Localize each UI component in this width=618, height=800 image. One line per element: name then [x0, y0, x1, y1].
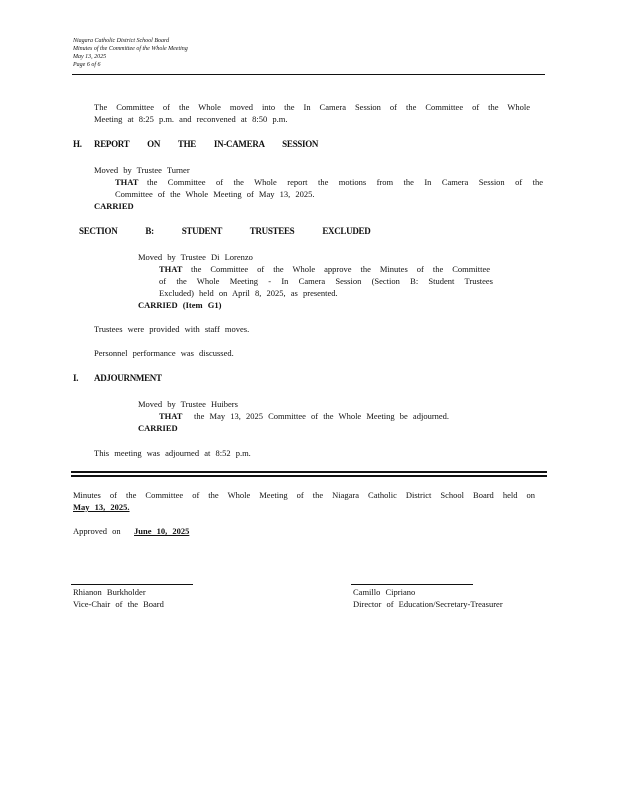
header-date: May 13, 2025	[73, 54, 107, 60]
intro-line-1: The Committee of the Whole moved into the In Camera Session of the Committee of the Whole	[94, 102, 530, 112]
header-rule	[72, 74, 545, 75]
header-board-name: Niagara Catholic District School Board	[73, 38, 170, 44]
signature-line-left	[71, 584, 193, 585]
section-i-motion-line-1: the May 13, 2025 Committee of the Whole Meeting be adjourned.	[194, 411, 450, 421]
section-b-carried: CARRIED (Item G1)	[138, 300, 222, 310]
footer-rule-bottom	[71, 475, 547, 477]
approved-date: June 10, 2025	[134, 526, 190, 536]
section-i-letter: I.	[73, 373, 79, 383]
section-b-note-staff-moves: Trustees were provided with staff moves.	[94, 324, 250, 334]
section-h-moved: Moved by Trustee Turner	[94, 165, 190, 175]
signature-line-right	[351, 584, 473, 585]
footer-minutes-line: Minutes of the Committee of the Whole Meeting of the Niagara Catholic District School Board held on	[73, 490, 535, 500]
closing-statement: This meeting was adjourned at 8:52 p.m.	[94, 448, 251, 458]
section-i-title: ADJOURNMENT	[94, 373, 162, 383]
signature-right-name: Camillo Cipriano	[353, 587, 416, 597]
section-b-moved: Moved by Trustee Di Lorenzo	[138, 252, 253, 262]
intro-line-2: Meeting at 8:25 p.m. and reconvened at 8:50 p.m.	[94, 114, 288, 124]
section-b-that: THAT	[159, 264, 183, 274]
section-h-that: THAT	[115, 177, 139, 187]
signature-left-title: Vice-Chair of the Board	[73, 599, 164, 609]
header-page-number: Page 6 of 6	[73, 62, 101, 68]
section-b-motion-line-3: Excluded) held on April 8, 2025, as presented.	[159, 288, 338, 298]
section-b-note-personnel: Personnel performance was discussed.	[94, 348, 234, 358]
section-i-carried: CARRIED	[138, 423, 178, 433]
section-i-that: THAT	[159, 411, 183, 421]
section-b-motion-line-1: the Committee of the Whole approve the Minutes of the Committee	[191, 264, 490, 274]
section-b-motion-line-2: of the Whole Meeting - In Camera Session (Section B: Student Trustees	[159, 276, 493, 286]
section-h-title: REPORT ON THE IN-CAMERA SESSION	[94, 139, 319, 149]
section-h-letter: H.	[73, 139, 82, 149]
signature-right-title: Director of Education/Secretary-Treasurer	[353, 599, 503, 609]
section-h-carried: CARRIED	[94, 201, 134, 211]
section-i-moved: Moved by Trustee Huibers	[138, 399, 238, 409]
section-h-motion-line-1: the Committee of the Whole report the motions from the In Camera Session of the	[147, 177, 543, 187]
section-b-title: SECTION B: STUDENT TRUSTEES EXCLUDED	[79, 226, 371, 236]
header-doc-title: Minutes of the Committee of the Whole Meeting	[73, 46, 188, 52]
footer-rule-top	[71, 471, 547, 473]
signature-left-name: Rhianon Burkholder	[73, 587, 146, 597]
footer-minutes-date: May 13, 2025.	[73, 502, 130, 512]
section-h-motion-line-2: Committee of the Whole Meeting of May 13, 2025.	[115, 189, 315, 199]
approved-label: Approved on	[73, 526, 121, 536]
